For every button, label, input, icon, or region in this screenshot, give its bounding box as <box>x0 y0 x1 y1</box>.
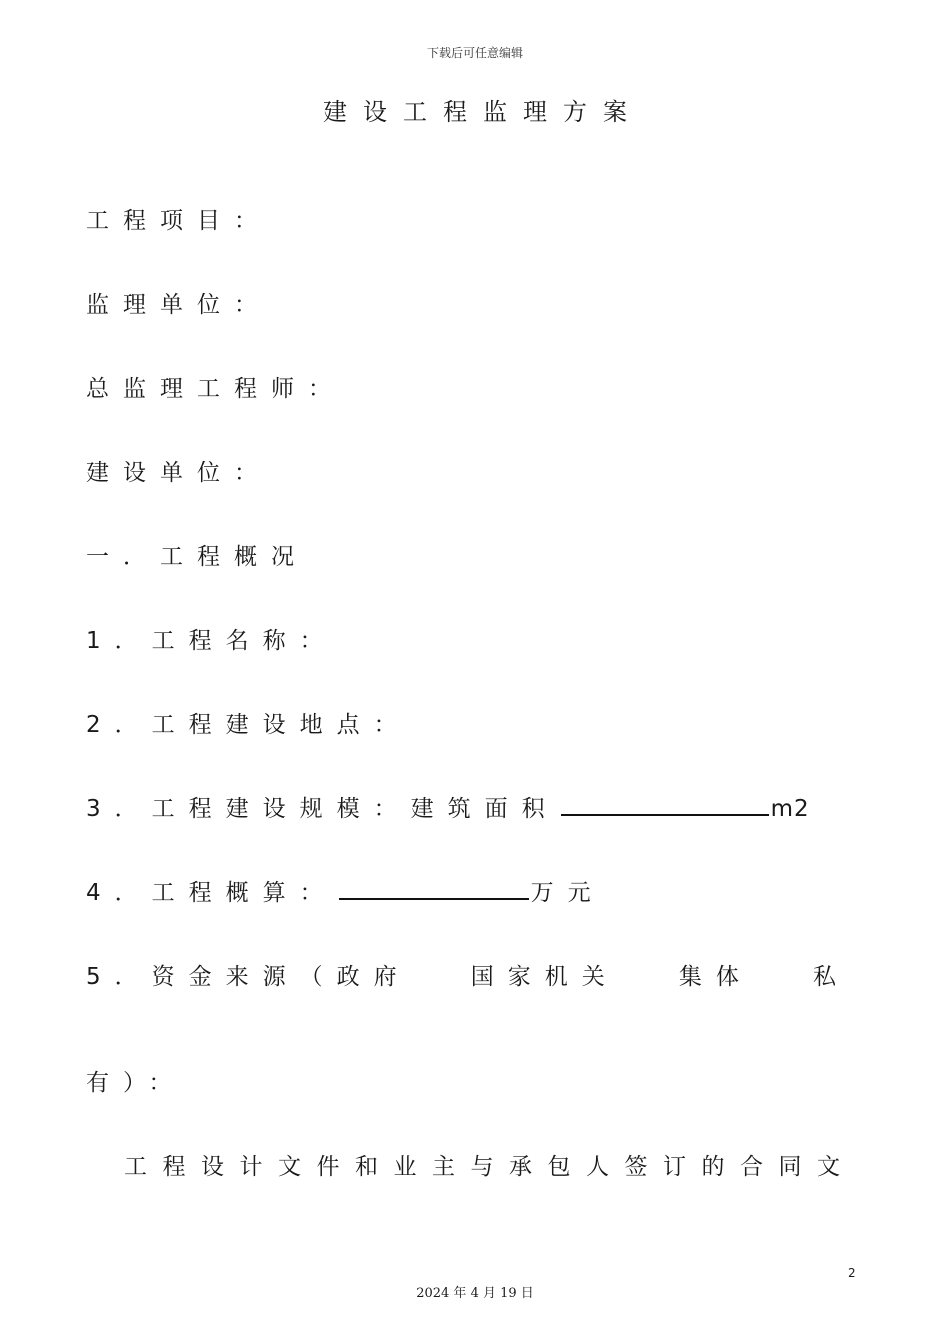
item-project-budget-label: 4．工程概算： <box>86 880 337 906</box>
funding-part-2: 国家机关 <box>470 964 619 990</box>
funding-part-4: 私 <box>812 964 836 990</box>
field-construction-unit: 建设单位： <box>86 460 271 486</box>
item-funding-source-cont: 有）： <box>86 1070 186 1096</box>
funding-part-1: 5．资金来源（政府 <box>86 964 411 990</box>
funding-part-3: 集体 <box>678 964 753 990</box>
body-paragraph: 工程设计文件和业主与承包人签订的合同文 <box>124 1154 856 1180</box>
item-funding-source <box>86 962 836 992</box>
area-unit: m2 <box>770 796 810 822</box>
budget-blank-line <box>339 878 529 900</box>
item-project-location: 2．工程建设地点： <box>86 712 411 738</box>
budget-unit: 万元 <box>530 880 605 906</box>
footer-date: 2024 年 4 月 19 日 <box>416 1286 534 1301</box>
section-heading: 一．工程概况 <box>86 544 308 570</box>
document-title: 建设工程监理方案 <box>323 98 643 126</box>
field-chief-engineer: 总监理工程师： <box>86 376 345 402</box>
area-blank-line <box>561 794 769 816</box>
header-note: 下载后可任意编辑 <box>426 46 523 60</box>
field-supervisor-unit: 监理单位： <box>86 292 271 318</box>
item-project-scale-label: 3．工程建设规模：建筑面积 <box>86 796 559 822</box>
item-project-scale <box>86 794 810 824</box>
item-project-name: 1．工程名称： <box>86 628 337 654</box>
item-project-budget <box>86 878 605 908</box>
page-number: 2 <box>848 1266 856 1280</box>
field-project: 工程项目： <box>86 208 271 234</box>
